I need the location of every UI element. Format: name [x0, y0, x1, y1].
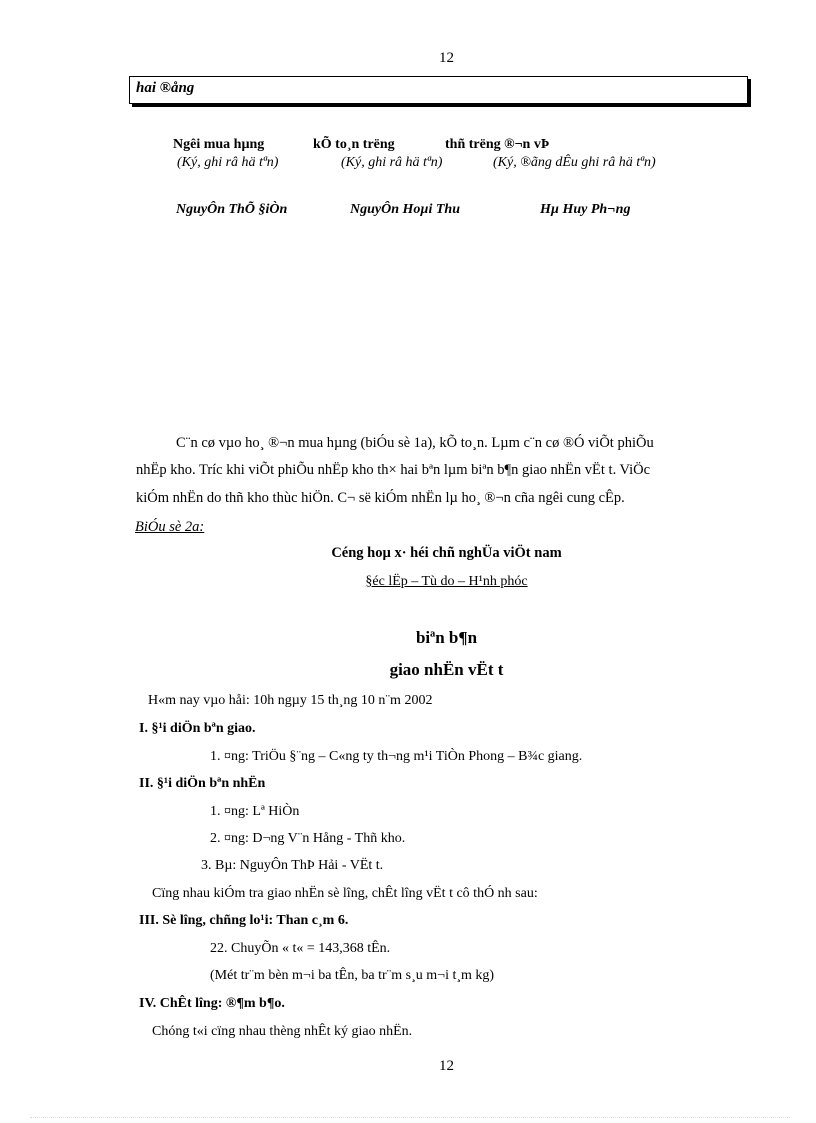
section-3-heading: III. Sè lîng, chñng lo¹i: Than c¸m 6. — [139, 913, 349, 928]
signature-note-accountant: (Ký, ghi râ hä tªn) — [341, 155, 443, 170]
form-label: BiÓu sè 2a: — [135, 519, 205, 535]
section-2-item-1: 1. ¤ng: Lª HiÒn — [210, 804, 300, 819]
signature-name-director: Hµ Huy Ph¬ng — [540, 202, 631, 217]
section-4-heading: IV. ChÊt lîng: ®¶m b¶o. — [139, 996, 285, 1011]
motto: §éc lËp – Tù do – H¹nh phóc — [365, 574, 528, 589]
signature-name-accountant: NguyÔn Hoµi Thu — [350, 202, 460, 217]
page-number-bottom: 12 — [439, 1058, 454, 1074]
header-box — [129, 76, 748, 104]
signature-note-buyer: (Ký, ghi râ hä tªn) — [177, 155, 279, 170]
republic-heading: Céng hoµ x· héi chñ nghÜa viÖt nam — [331, 545, 562, 561]
section-2-heading: II. §¹i diÖn bªn nhËn — [139, 776, 266, 791]
document-title-line-2: giao nhËn vËt t — [389, 660, 504, 679]
section-3-item-2: (Mét tr¨m bèn m¬i ba tÊn, ba tr¨m s¸u m¬i t¸m kg) — [210, 968, 495, 983]
signature-name-buyer: NguyÔn ThÕ §iÒn — [176, 202, 288, 217]
section-1-heading: I. §¹i diÖn bªn giao. — [139, 721, 256, 736]
section-3-item-1: 22. ChuyÕn « t« = 143,368 tÊn. — [210, 941, 391, 956]
page-number-top: 12 — [439, 50, 454, 66]
section-2-item-2: 2. ¤ng: D¬ng V¨n Hång - Thñ kho. — [210, 831, 406, 846]
paragraph-line-2: nhËp kho. Tríc khi viÕt phiÕu nhËp kho th× hai bªn lµm biªn b¶n giao nhËn vËt t. ViÖc — [136, 462, 651, 478]
section-2-item-3: 3. Bµ: NguyÔn ThÞ Hải - VËt t. — [201, 858, 384, 873]
paragraph-line-3: kiÓm nhËn do thñ kho thùc hiÖn. C¬ së kiÓm nhËn lµ ho¸ ®¬n cña ngêi cung cÊp. — [136, 490, 625, 506]
document-title-line-1: biªn b¶n — [415, 628, 478, 647]
bottom-divider — [30, 1117, 790, 1118]
signature-title-director: thñ trëng ®¬n vÞ — [445, 137, 550, 152]
signature-title-buyer: Ngêi mua hµng — [173, 137, 265, 152]
signature-title-accountant: kÕ to¸n trëng — [313, 137, 395, 152]
signature-note-director: (Ký, ®ãng dÊu ghi râ hä tªn) — [493, 155, 656, 170]
date-line: H«m nay vµo håi: 10h ngµy 15 th¸ng 10 n¨m 2002 — [148, 693, 433, 708]
together-line: Cïng nhau kiÓm tra giao nhËn sè lîng, chÊt lîng vËt t cô thÓ nh sau: — [152, 886, 538, 901]
header-box-text: hai ®ång — [136, 80, 195, 96]
paragraph-line-1: C¨n cø vµo ho¸ ®¬n mua hµng (biÓu sè 1a), kÕ to¸n. Lµm c¨n cø ®Ó viÕt phiÕu — [176, 435, 654, 451]
closing-line: Chóng t«i cïng nhau thèng nhÊt ký giao nhËn. — [152, 1024, 413, 1039]
section-1-item: 1. ¤ng: TriÖu §¨ng – C«ng ty th¬ng m¹i TiÒn Phong – B¾c giang. — [210, 749, 583, 764]
